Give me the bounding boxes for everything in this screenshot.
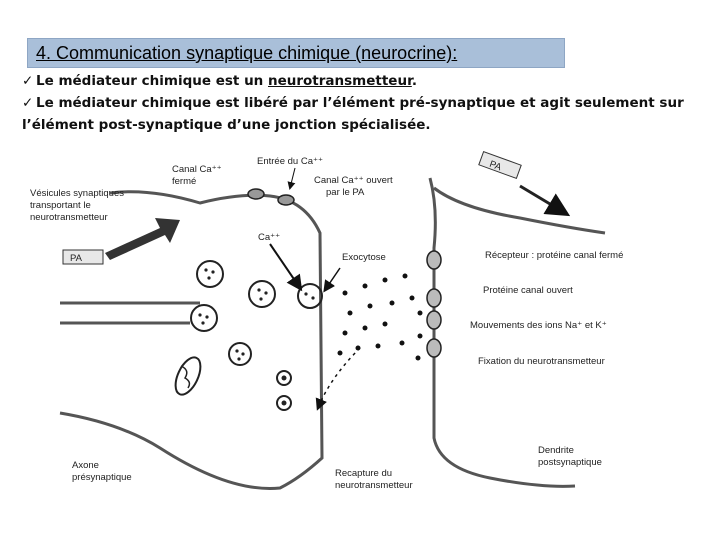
- mouvements-label: Mouvements des ions Na⁺ et K⁺: [470, 320, 607, 331]
- canal-ferme-label-2: fermé: [172, 176, 197, 187]
- entree-arrow: [290, 168, 295, 188]
- bullet-1: [22, 70, 712, 92]
- recapture-label-2: neurotransmetteur: [335, 480, 413, 491]
- bullet-2-text: Le médiateur chimique est libéré par l’élément pré-synaptique et agit seulement sur: [36, 95, 684, 111]
- fixation-label: Fixation du neurotransmetteur: [478, 356, 605, 367]
- canal-ouvert-label-2: par le PA: [326, 187, 365, 198]
- axone-label-1: Axone: [72, 460, 99, 471]
- vesicles-label-2: transportant le: [30, 200, 91, 211]
- dendrite-label-1: Dendrite: [538, 445, 574, 456]
- dendrite-label-2: postsynaptique: [538, 457, 602, 468]
- presynaptic-membrane: [60, 192, 322, 489]
- bullet-2: [22, 92, 712, 114]
- title-box: [27, 38, 565, 68]
- entree-ca-label: Entrée du Ca⁺⁺: [257, 156, 324, 167]
- exocytosis-arrow: [325, 268, 340, 290]
- mitochondrion: [170, 354, 205, 399]
- bullet-list: [22, 70, 712, 136]
- reuptake-arrow: [318, 348, 360, 408]
- bullet-2-text-2: l’élément post-synaptique d’une jonction spécialisée.: [22, 117, 431, 133]
- ca-arrow: [270, 244, 300, 288]
- proteine-ouvert-label: Protéine canal ouvert: [483, 285, 573, 296]
- bullet-2-continuation: [22, 114, 712, 136]
- recepteur-label: Récepteur : protéine canal fermé: [485, 250, 624, 261]
- axone-label-2: présynaptique: [72, 472, 132, 483]
- pa-arrow-right: [520, 186, 565, 213]
- pa-box-left: [63, 250, 103, 264]
- receptors: [427, 251, 441, 357]
- pa-label-left: PA: [70, 253, 82, 264]
- vesicle-dots: [198, 268, 314, 405]
- canal-ferme-label-1: Canal Ca⁺⁺: [172, 164, 222, 175]
- vesicles: [191, 261, 322, 410]
- bullet-1-text: Le médiateur chimique est un: [36, 73, 268, 89]
- exocytose-label: Exocytose: [342, 252, 386, 263]
- checkmark-icon: ✓: [22, 95, 34, 111]
- checkmark-icon: ✓: [22, 73, 34, 89]
- bullet-1-end: .: [411, 73, 417, 89]
- dendrite-top: [434, 188, 605, 233]
- vesicles-label-1: Vésicules synaptiques: [30, 188, 124, 199]
- bullet-1-term: neurotransmetteur: [268, 73, 412, 89]
- canal-ouvert-label-1: Canal Ca⁺⁺ ouvert: [314, 175, 393, 186]
- synapse-diagram: [0, 148, 720, 540]
- vesicles-label-3: neurotransmetteur: [30, 212, 108, 223]
- pa-arrow-left: [105, 218, 180, 260]
- pa-label-right: PA: [487, 158, 503, 174]
- page-title: 4. Communication synaptique chimique (neurocrine):: [36, 43, 458, 63]
- ca-label: Ca⁺⁺: [258, 232, 281, 243]
- recapture-label-1: Recapture du: [335, 468, 393, 479]
- neurotransmitter-molecules: [338, 274, 423, 361]
